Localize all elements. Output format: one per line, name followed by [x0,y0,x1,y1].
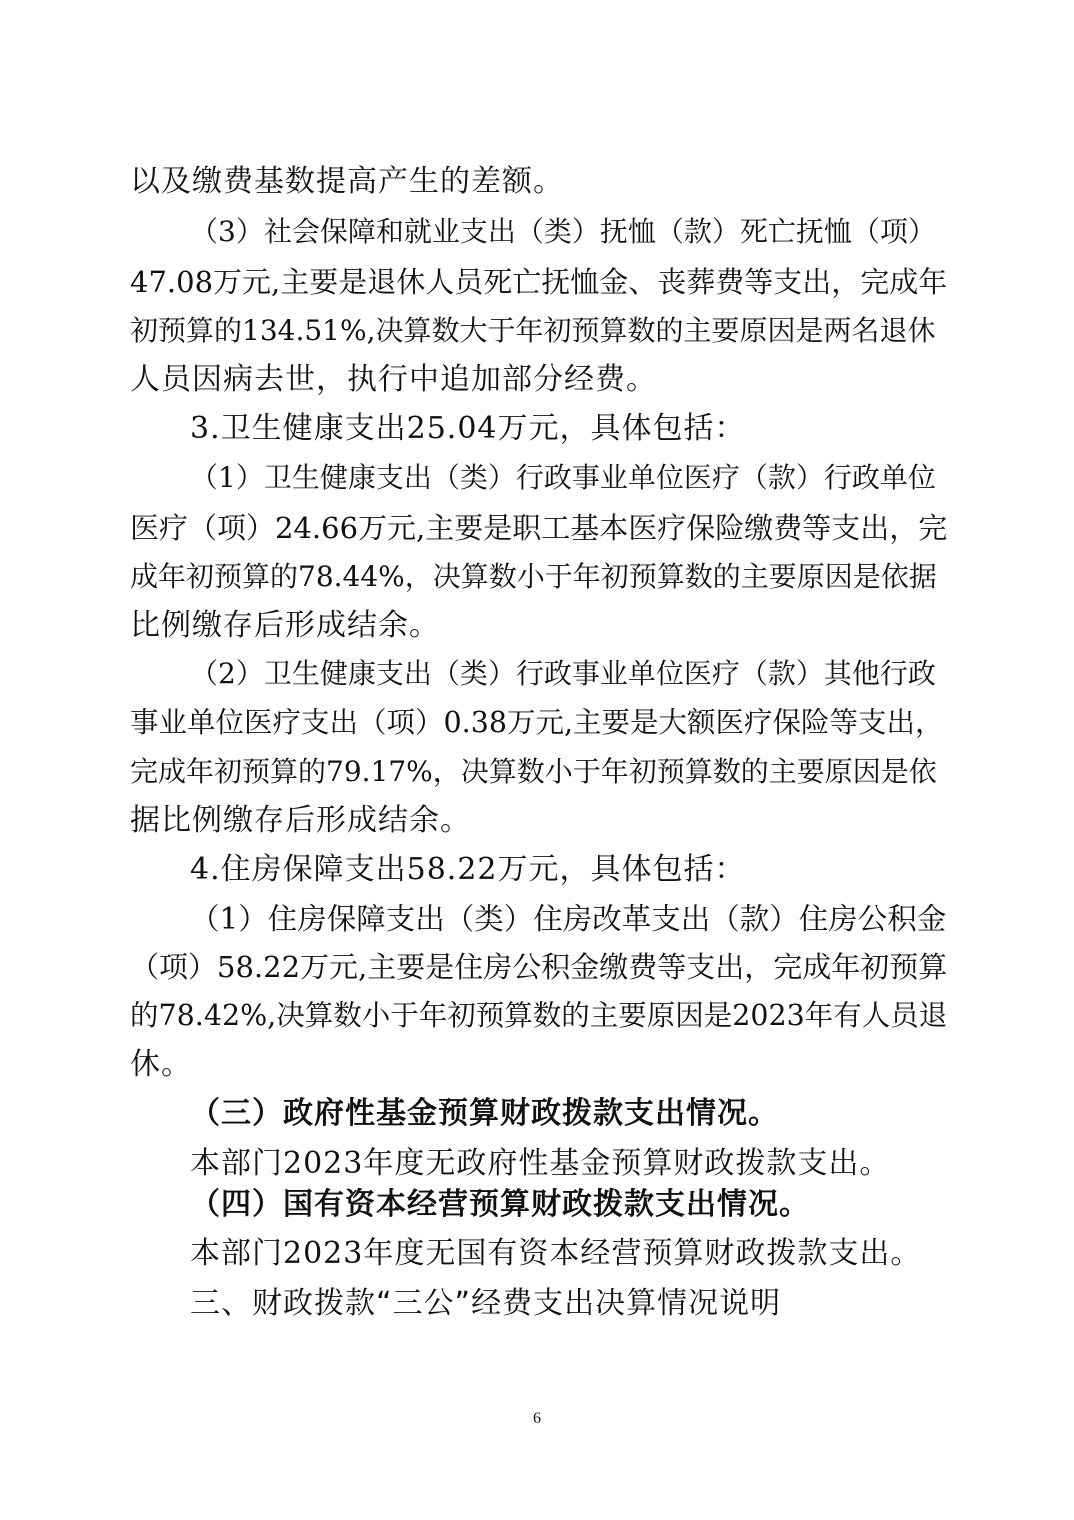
paragraph-line: （1）住房保障支出（类）住房改革支出（款）住房公积金 [190,902,947,936]
paragraph-line: 本部门2023年度无国有资本经营预算财政拨款支出。 [190,1236,922,1271]
paragraph-line: 事业单位医疗支出（项）0.38万元,主要是大额医疗保险等支出， [130,706,944,739]
paragraph-line: 比例缴存后形成结余。 [130,608,440,643]
paragraph-line: 成年初预算的78.44%，决算数小于年初预算数的主要原因是依据 [130,560,937,593]
paragraph-line: 据比例缴存后形成结余。 [130,803,471,838]
paragraph-line: 以及缴费基数提高产生的差额。 [130,164,564,199]
section-heading: 三、财政拨款“三公”经费支出决算情况说明 [190,1286,782,1321]
paragraph-line: （3）社会保障和就业支出（类）抚恤（款）死亡抚恤（项） [190,215,936,248]
paragraph-line: （2）卫生健康支出（类）行政事业单位医疗（款）其他行政 [190,657,936,690]
paragraph-line: （1）卫生健康支出（类）行政事业单位医疗（款）行政单位 [190,461,936,494]
paragraph-line: 医疗（项）24.66万元,主要是职工基本医疗保险缴费等支出，完 [130,511,948,545]
paragraph-line: 初预算的134.51%,决算数大于年初预算数的主要原因是两名退休 [130,314,936,347]
subheading: （四）国有资本经营预算财政拨款支出情况。 [190,1187,810,1222]
section-line: 3.卫生健康支出25.04万元，具体包括： [190,411,746,446]
paragraph-line: 的78.42%,决算数小于年初预算数的主要原因是2023年有人员退 [130,999,948,1032]
page-number: 6 [533,1410,541,1427]
paragraph-line: 47.08万元,主要是退休人员死亡抚恤金、丧葬费等支出，完成年 [130,265,948,299]
paragraph-line: （项）58.22万元,主要是住房公积金缴费等支出，完成年初预算 [130,950,948,984]
paragraph-line: 本部门2023年度无政府性基金预算财政拨款支出。 [190,1146,891,1181]
section-line: 4.住房保障支出58.22万元，具体包括： [190,852,746,887]
paragraph-line: 休。 [130,1047,192,1082]
paragraph-line: 人员因病去世，执行中追加部分经费。 [130,362,657,397]
subheading: （三）政府性基金预算财政拨款支出情况。 [190,1096,779,1131]
paragraph-line: 完成年初预算的79.17%，决算数小于年初预算数的主要原因是依 [130,755,937,788]
